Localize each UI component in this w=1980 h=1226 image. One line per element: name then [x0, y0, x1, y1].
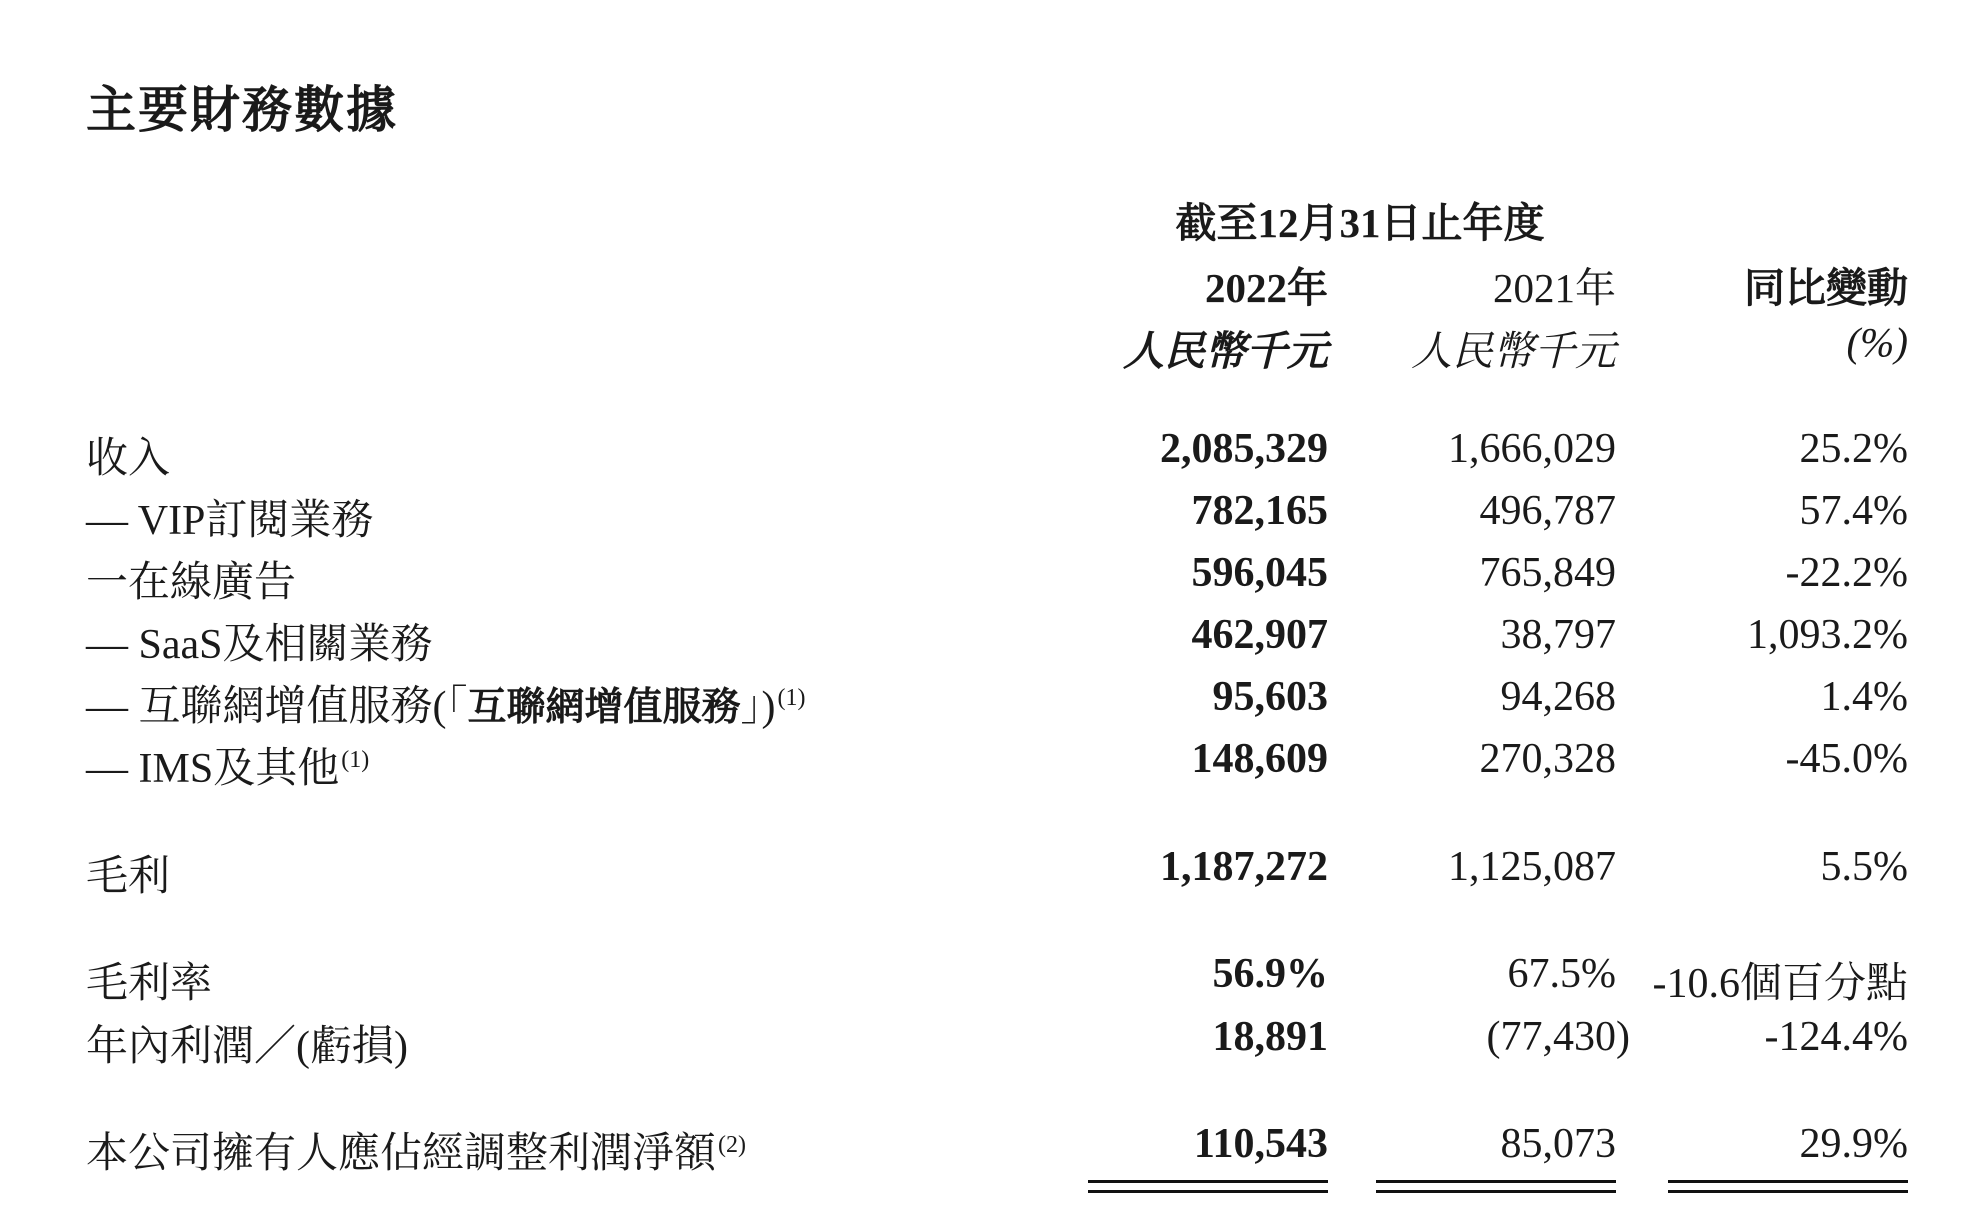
row-label: — VIP訂閱業務 [86, 498, 374, 544]
row-label: 一在線廣告 [86, 560, 297, 606]
table-row [0, 735, 1980, 795]
value-2021: 85,073 [1500, 1121, 1616, 1167]
double-underline-2021 [1376, 1180, 1616, 1193]
yoy-change: -22.2% [1785, 550, 1908, 596]
yoy-change: -45.0% [1785, 736, 1908, 782]
double-underline-change [1668, 1180, 1908, 1193]
row-label-prefix: — 互聯網增值服務(「 [86, 684, 468, 730]
yoy-change: -10.6個百分點 [1652, 961, 1908, 1007]
yoy-change: 29.9% [1799, 1121, 1908, 1167]
col-change-unit: (%) [1846, 319, 1908, 365]
footnote-marker: (1) [341, 747, 370, 773]
table-row [0, 1120, 1980, 1180]
table-row [0, 549, 1980, 609]
value-2021: 94,268 [1500, 674, 1616, 720]
row-label-text: 本公司擁有人應佔經調整利潤淨額 [86, 1131, 717, 1177]
value-2021: 38,797 [1500, 612, 1616, 658]
yoy-change: 5.5% [1820, 844, 1908, 890]
value-2021: 1,125,087 [1448, 844, 1616, 890]
yoy-change: -124.4% [1764, 1014, 1908, 1060]
row-label-defined-term: 互聯網增值服務 [467, 685, 741, 730]
row-label: 年內利潤／(虧損) [86, 1024, 408, 1070]
table-row [0, 611, 1980, 671]
col-2021-unit: 人民幣千元 [1411, 328, 1616, 374]
footnote-marker: (2) [718, 1132, 746, 1158]
value-2021: 270,328 [1479, 736, 1616, 782]
yoy-change: 1,093.2% [1747, 612, 1908, 658]
row-label-text: — IMS及其他 [86, 746, 340, 792]
col-2021-year: 2021年 [1493, 265, 1616, 311]
value-2021: (77,430) [1486, 1014, 1630, 1060]
value-2021: 496,787 [1479, 488, 1616, 534]
table-row [0, 487, 1980, 547]
row-label: 收入 [86, 436, 171, 482]
yoy-change: 57.4% [1799, 488, 1908, 534]
value-2022: 782,165 [1191, 488, 1328, 534]
double-underline-2022 [1088, 1180, 1328, 1193]
col-2022-unit: 人民幣千元 [1123, 328, 1328, 374]
page-title: 主要財務數據 [86, 81, 398, 139]
value-2022: 462,907 [1191, 612, 1328, 658]
row-label: 毛利率 [86, 961, 213, 1007]
value-2022: 110,543 [1193, 1121, 1328, 1167]
value-2022: 148,609 [1191, 736, 1328, 782]
row-label [86, 1120, 746, 1180]
value-2022: 18,891 [1212, 1014, 1328, 1060]
footnote-marker: (1) [777, 685, 806, 711]
value-2022: 95,603 [1212, 674, 1328, 720]
row-label-suffix: 」) [740, 684, 776, 730]
col-2022-year: 2022年 [1205, 265, 1328, 311]
period-header: 截至12月31日止年度 [1175, 200, 1545, 246]
value-2022: 1,187,272 [1160, 844, 1328, 890]
table-row [0, 843, 1980, 903]
yoy-change: 1.4% [1820, 674, 1908, 720]
table-row [0, 950, 1980, 1010]
value-2022: 56.9% [1212, 951, 1328, 997]
table-row [0, 1013, 1980, 1073]
row-label [86, 673, 806, 733]
value-2021: 765,849 [1479, 550, 1616, 596]
table-row [0, 425, 1980, 485]
col-change-title: 同比變動 [1744, 265, 1908, 311]
value-2022: 596,045 [1191, 550, 1328, 596]
value-2022: 2,085,329 [1160, 426, 1328, 472]
value-2021: 1,666,029 [1448, 426, 1616, 472]
table-row [0, 673, 1980, 733]
row-label: 毛利 [86, 854, 171, 900]
row-label: — SaaS及相關業務 [86, 622, 433, 668]
value-2021: 67.5% [1507, 951, 1616, 997]
yoy-change: 25.2% [1799, 426, 1908, 472]
row-label [86, 735, 369, 795]
